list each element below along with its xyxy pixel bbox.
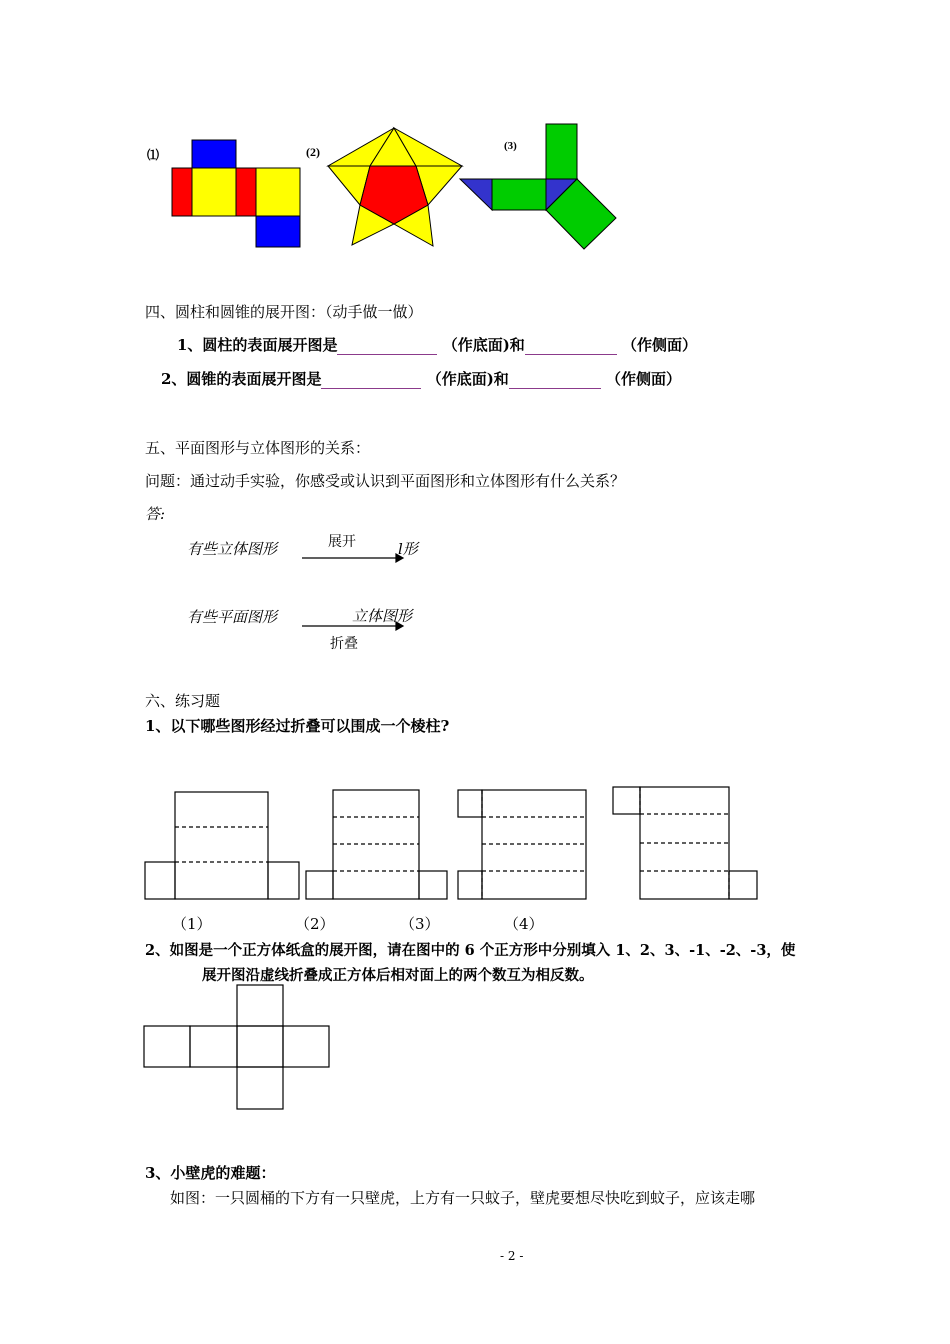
cross-right [283, 1026, 329, 1067]
net1-square-a [192, 168, 236, 216]
figure-3-label: (3) [504, 140, 517, 152]
net3-top-flap [458, 790, 482, 817]
exercise1-nets [145, 787, 757, 899]
exercise1-label-1: （1） [172, 915, 212, 933]
line1-prefix: 1、圆柱的表面展开图是 [177, 336, 338, 354]
exercise1-label-4: （4） [504, 915, 544, 933]
exercise-net-1 [145, 792, 299, 899]
exercise3-text: 如图：一只圆桶的下方有一只壁虎，上方有一只蚊子，壁虎要想尽快吃到蚊子，应该走哪 [170, 1189, 756, 1207]
unfold-label: 展开 [328, 534, 356, 550]
cylinder-base-blank[interactable] [337, 340, 437, 355]
line1-mid: （作底面)和 [442, 336, 525, 354]
row1-left-text: 有些立体图形 [187, 540, 278, 558]
answer-label: 答: [145, 505, 166, 523]
net3-left-rect [492, 179, 546, 210]
section4-line1 [177, 334, 697, 355]
row2-left-text: 有些平面图形 [187, 608, 278, 626]
exercise2-line2: 展开图沿虚线折叠成正方体后相对面上的两个数互为相反数。 [202, 967, 594, 984]
net4-top-flap [613, 787, 640, 814]
cross-bottom [237, 1067, 283, 1109]
net4-bottom-flap [729, 871, 757, 899]
prism-net-green [460, 124, 616, 249]
line1-suffix: （作侧面） [622, 336, 698, 354]
net2-right-flap [419, 871, 447, 899]
pyramid-net-star [328, 128, 462, 246]
section6-heading: 六、练习题 [145, 692, 221, 710]
row1-right-fragment: l形 [398, 540, 418, 558]
exercise-net-4 [613, 787, 757, 899]
cross-center [237, 1026, 283, 1067]
cone-base-blank[interactable] [321, 374, 421, 389]
section5-question: 问题：通过动手实验，你感受或认识到平面图形和立体图形有什么关系？ [145, 472, 626, 490]
net1-top-square [192, 140, 236, 168]
net1-bottom-square [256, 216, 300, 247]
cube-net-colored [172, 140, 300, 247]
exercise-net-2 [306, 790, 447, 899]
exercise1-label-3: （3） [400, 915, 440, 933]
net1-right-flap [268, 862, 299, 899]
section4-heading: 四、圆柱和圆锥的展开图：（动手做一做） [145, 303, 423, 321]
row2-right-fragment: 立体图形 [352, 607, 413, 625]
cone-side-blank[interactable] [509, 374, 601, 389]
net1-mid-strip [236, 168, 256, 216]
cross-left-1 [144, 1026, 190, 1067]
exercise1-question: 1、以下哪些图形经过折叠可以围成一个棱柱? [145, 717, 450, 735]
figure-1-label: ⑴ [147, 148, 160, 162]
fold-label: 折叠 [330, 636, 358, 652]
net2-left-flap [306, 871, 333, 899]
exercise1-label-2: （2） [295, 915, 335, 933]
exercise-net-3 [458, 790, 586, 899]
section4-line2 [161, 368, 681, 389]
net1-body [175, 792, 268, 899]
net1-square-b [256, 168, 300, 216]
net1-left-flap [145, 862, 175, 899]
net3-top-rect [546, 124, 577, 179]
page-number: - 2 - [500, 1249, 524, 1263]
net3-bottom-flap [458, 871, 482, 899]
cross-top [237, 985, 283, 1026]
net3-left-triangle [460, 179, 492, 210]
net1-left-strip [172, 168, 192, 216]
section5-heading: 五、平面图形与立体图形的关系： [145, 439, 371, 457]
line2-suffix: （作侧面） [606, 370, 682, 388]
exercise2-line1: 2、如图是一个正方体纸盒的展开图，请在图中的 6 个正方形中分别填入 1、2、3、-1、-2、-3，使 [145, 942, 796, 959]
cross-left-2 [190, 1026, 237, 1067]
line2-mid: （作底面)和 [426, 370, 509, 388]
cylinder-side-blank[interactable] [525, 340, 617, 355]
line2-prefix: 2、圆锥的表面展开图是 [161, 370, 322, 388]
cube-cross-net [144, 985, 329, 1109]
exercise3-heading: 3、小壁虎的难题： [145, 1164, 276, 1182]
figure-2-label: (2) [306, 145, 320, 159]
